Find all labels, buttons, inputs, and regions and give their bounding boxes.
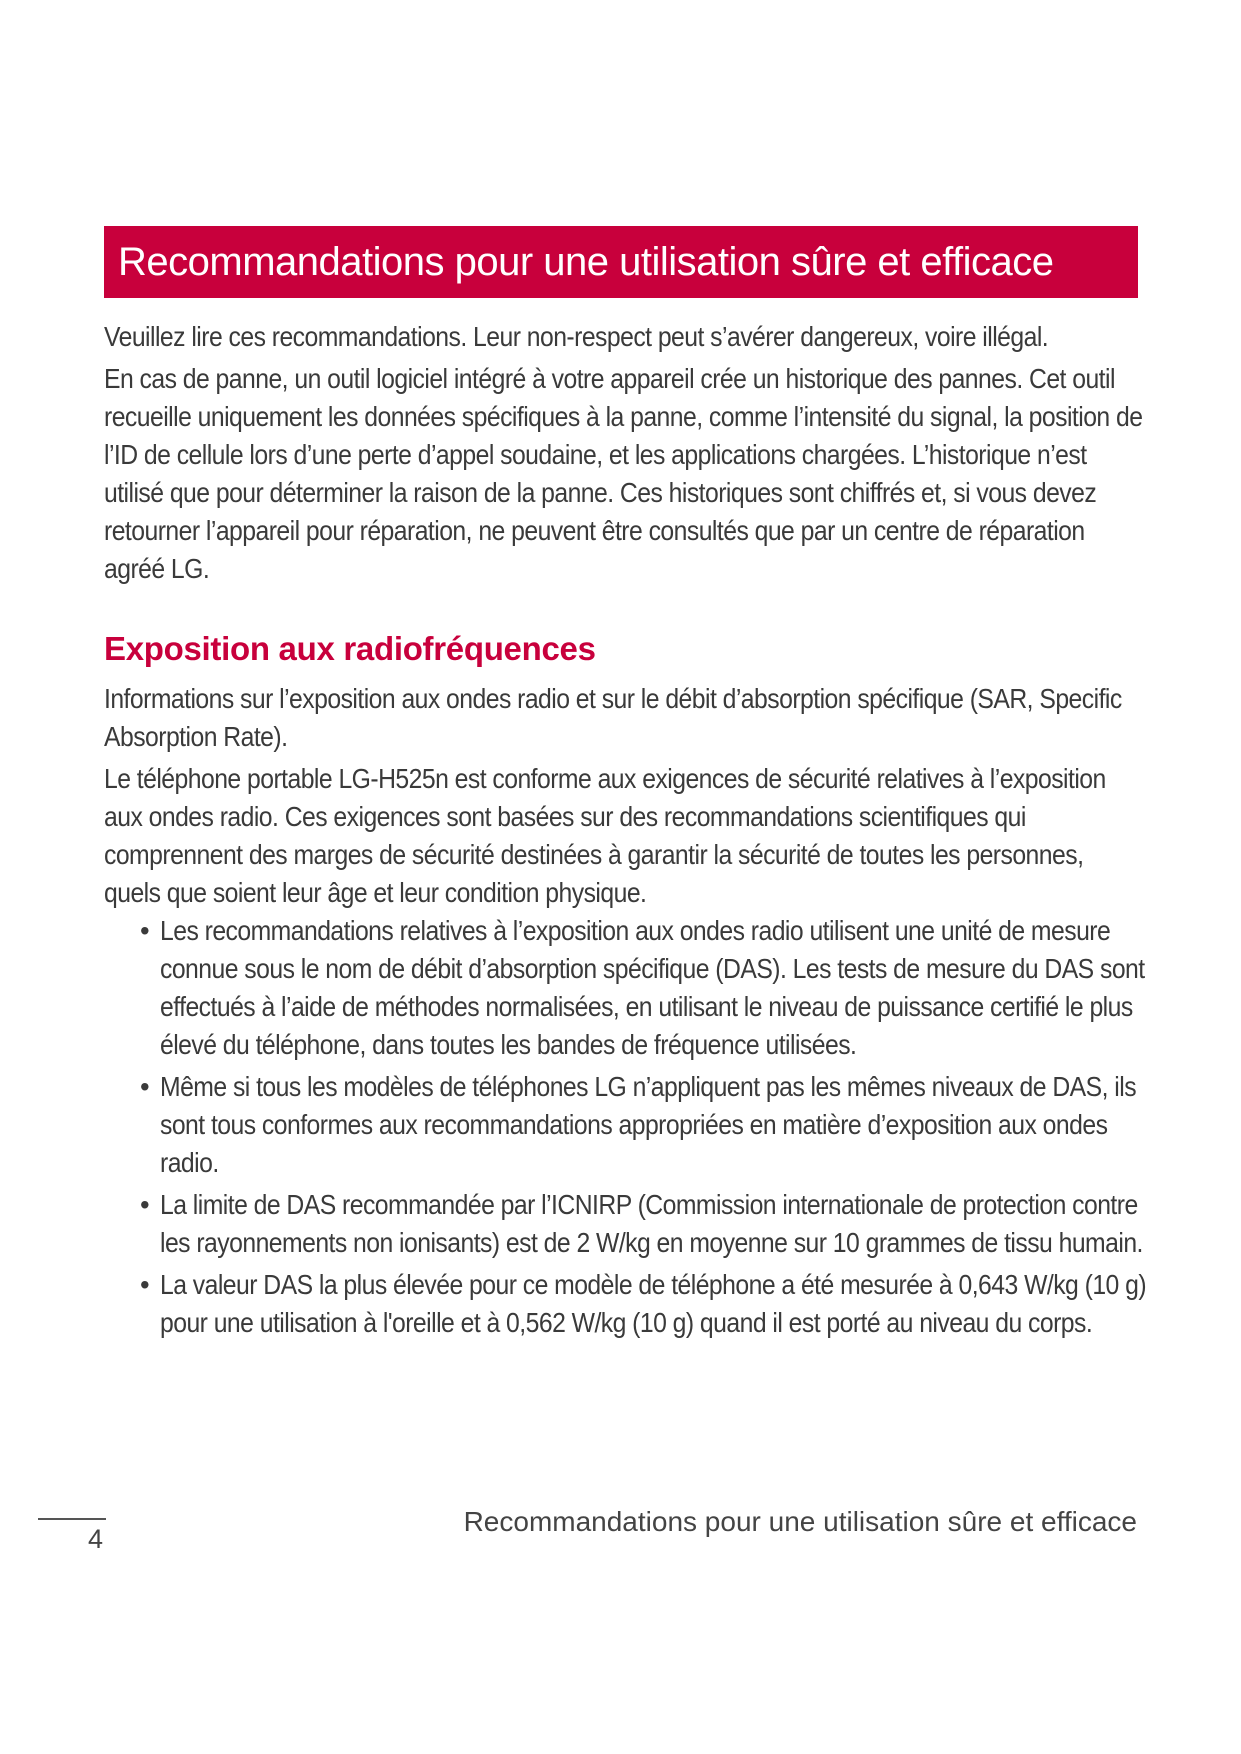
list-item-text: La valeur DAS la plus élevée pour ce modèle de téléphone a été mesurée à 0,643 W/kg (10 g) pour une utilisation à l'oreille et à 0,562 W/kg (10 g) quand il est porté au niveau du corps. [160,1269,1147,1338]
list-item-text: La limite de DAS recommandée par l’ICNIRP (Commission internationale de protection contre les rayonnements non ionisants) est de 2 W/kg en moyenne sur 10 grammes de tissu humain. [160,1189,1143,1258]
page-title: Recommandations pour une utilisation sûre et efficace [118,239,1054,284]
page-title-banner [104,226,1138,298]
list-item [104,1068,1144,1182]
bullet-icon: • [140,1269,150,1300]
bullet-icon: • [140,1071,150,1102]
intro-paragraph-2: En cas de panne, un outil logiciel intégré à votre appareil crée un historique des pannes. Cet outil recueille uniquement les données spécifiques à la panne, comme l’intensité du signal, la position de l’ID de cellule lors d’une perte d’appel soudaine, et les applications chargées. L’historique n’est utilisé que pour déterminer la raison de la panne. Ces historiques sont chiffrés et, si vous devez retourner l’appareil pour réparation, ne peuvent être consultés que par un centre de réparation agréé LG. [104,363,1143,584]
list-item [104,912,1144,1064]
list-item [104,1266,1147,1342]
footer-running-title: Recommandations pour une utilisation sûre et efficace [463,1506,1137,1537]
list-item-text: Les recommandations relatives à l’exposition aux ondes radio utilisent une unité de mesure connue sous le nom de débit d’absorption spécifique (DAS). Les tests de mesure du DAS sont effectués à l’aide de méthodes normalisées, en utilisant le niveau de puissance certifié le plus élevé du téléphone, dans toutes les bandes de fréquence utilisées. [160,915,1145,1060]
bullet-list [104,912,1147,1342]
main-content [104,318,1147,1346]
bullet-icon: • [140,1189,150,1220]
intro-paragraph-1: Veuillez lire ces recommandations. Leur non-respect peut s’avérer dangereux, voire illégal. [104,321,1049,352]
list-item [104,1186,1144,1262]
footer-divider [38,1518,106,1520]
section-heading: Exposition aux radiofréquences [104,630,596,667]
page-number: 4 [88,1524,104,1554]
section-paragraph-1: Informations sur l’exposition aux ondes radio et sur le débit d’absorption spécifique (SAR, Specific Absorption Rate). [104,683,1122,752]
list-item-text: Même si tous les modèles de téléphones LG n’appliquent pas les mêmes niveaux de DAS, ils sont tous conformes aux recommandations appropriées en matière d’exposition aux ondes radio. [160,1071,1137,1178]
section-paragraph-2: Le téléphone portable LG-H525n est conforme aux exigences de sécurité relatives à l’exposition aux ondes radio. Ces exigences sont basées sur des recommandations scientifiques qui comprennent des marges de sécurité destinées à garantir la sécurité de toutes les personnes, quels que soient leur âge et leur condition physique. [104,763,1106,908]
bullet-icon: • [140,915,150,946]
